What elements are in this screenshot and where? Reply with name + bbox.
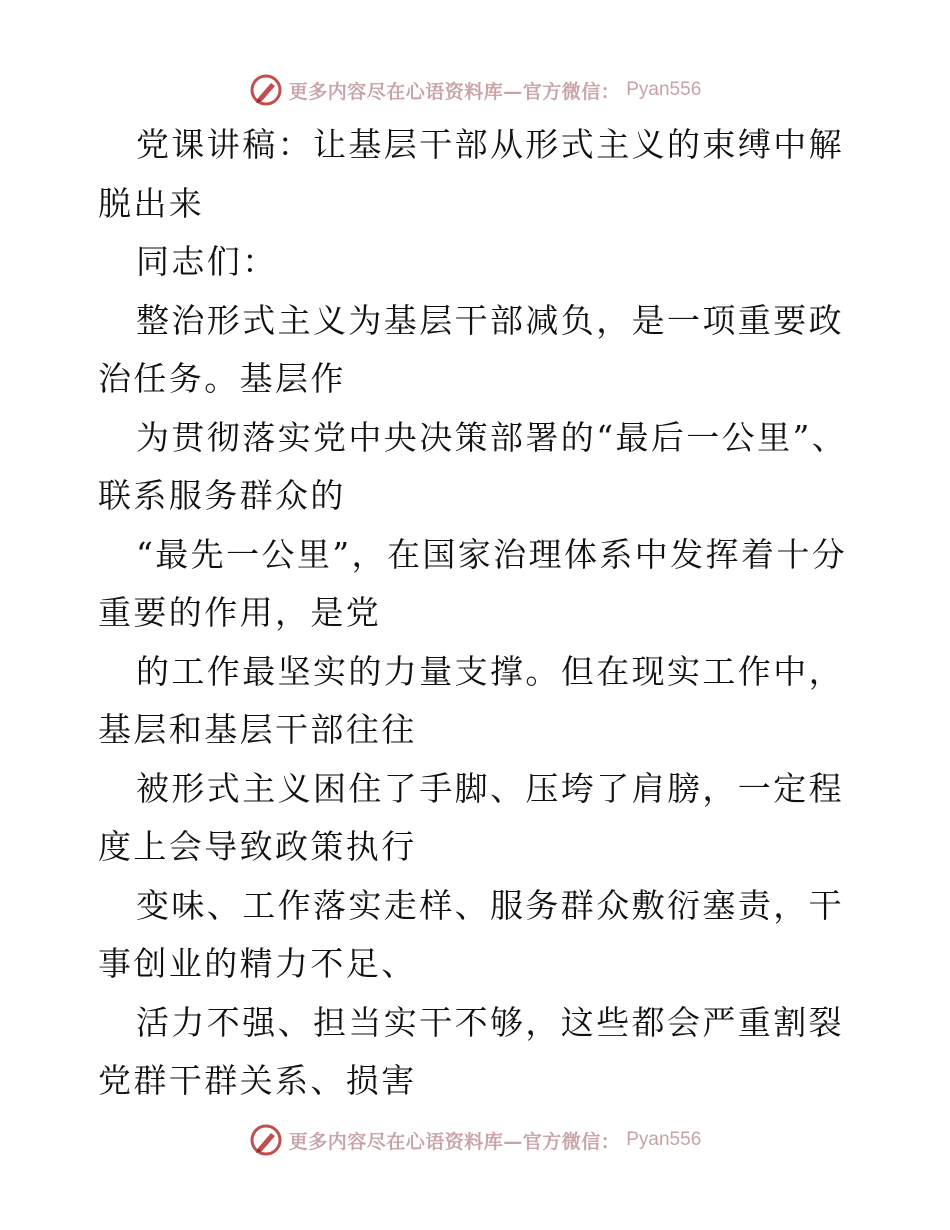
paragraph: 为贯彻落实党中央决策部署的“最后一公里”、联系服务群众的	[98, 417, 848, 515]
header-banner-id: Pyan556	[626, 79, 702, 100]
paragraph: 变味、工作落实走样、服务群众敷衍塞责，干事创业的精力不足、	[98, 885, 844, 983]
footer-banner-id: Pyan556	[626, 1129, 702, 1150]
document-body	[98, 116, 858, 1111]
paragraph: 整治形式主义为基层干部减负，是一项重要政治任务。基层作	[98, 300, 844, 398]
paragraph: 活力不强、担当实干不够，这些都会严重割裂党群干群关系、损害	[98, 1002, 844, 1100]
paragraph: 被形式主义困住了手脚、压垮了肩膀，一定程度上会导致政策执行	[98, 768, 844, 866]
document-title: 党课讲稿：让基层干部从形式主义的束缚中解脱出来	[98, 125, 844, 223]
header-banner	[0, 70, 950, 110]
header-banner-text: 更多内容尽在心语资料库—官方微信：	[288, 80, 621, 103]
salutation: 同志们：	[136, 242, 278, 281]
footer-banner	[0, 1120, 950, 1160]
footer-banner-text: 更多内容尽在心语资料库—官方微信：	[288, 1130, 621, 1153]
pen-logo-icon	[249, 1123, 283, 1157]
paragraph: “最先一公里”，在国家治理体系中发挥着十分重要的作用，是党	[98, 534, 848, 632]
paragraph: 的工作最坚实的力量支撑。但在现实工作中，基层和基层干部往往	[98, 651, 844, 749]
pen-logo-icon	[249, 73, 283, 107]
